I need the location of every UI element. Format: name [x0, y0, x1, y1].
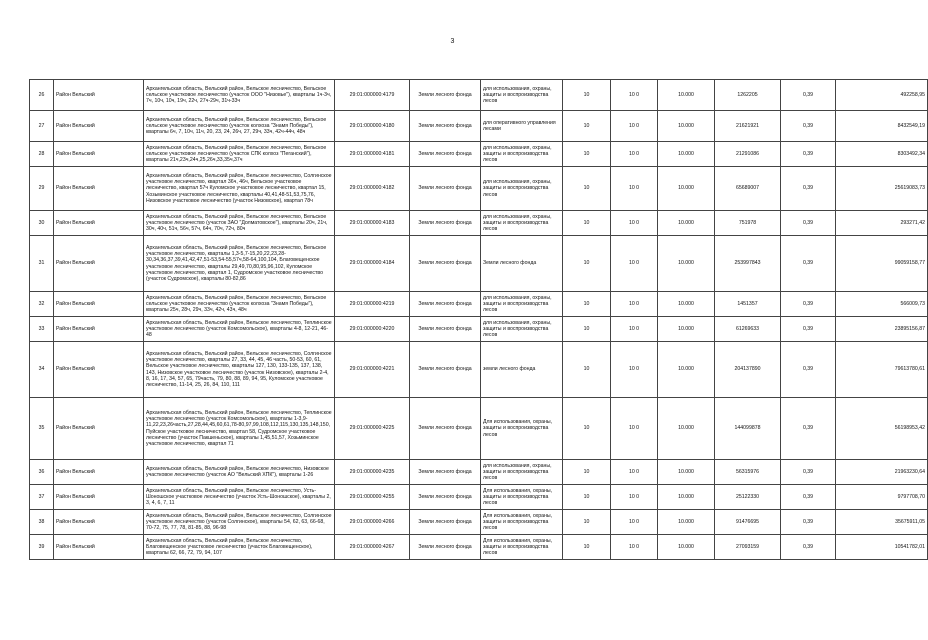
page-number: 3 — [450, 38, 455, 45]
cadastral-value: 25619083,73 — [836, 167, 928, 211]
value-cell: 10 — [563, 317, 611, 342]
table-row — [30, 111, 928, 142]
row-number: 31 — [30, 236, 54, 292]
area-value: 21621921 — [715, 111, 781, 142]
table-row — [30, 342, 928, 398]
land-category: Земли лесного фонда — [410, 111, 481, 142]
permitted-use: для использования, охраны, защиты и воспроизводства лесов — [481, 211, 563, 236]
area-value: 21291086 — [715, 142, 781, 167]
cadastral-number: 29:01:000000:4180 — [335, 111, 410, 142]
row-number: 29 — [30, 167, 54, 211]
row-number: 35 — [30, 398, 54, 460]
area-value: 56315976 — [715, 460, 781, 485]
table-row — [30, 535, 928, 560]
row-number: 38 — [30, 510, 54, 535]
value-cell: 10.000 — [658, 236, 715, 292]
tax-rate: 0,39 — [781, 398, 836, 460]
cadastral-number: 29:01:000000:4181 — [335, 142, 410, 167]
row-number: 39 — [30, 535, 54, 560]
land-category: Земли лесного фонда — [410, 236, 481, 292]
area-value: 1262205 — [715, 80, 781, 111]
value-cell: 10 — [563, 535, 611, 560]
land-category: Земли лесного фонда — [410, 142, 481, 167]
value-cell: 10 0 — [611, 211, 658, 236]
district-cell: Район Вельский — [54, 398, 144, 460]
table-row — [30, 211, 928, 236]
tax-rate: 0,39 — [781, 535, 836, 560]
row-number: 34 — [30, 342, 54, 398]
tax-rate: 0,39 — [781, 111, 836, 142]
permitted-use: для использования, охраны, защиты и воспроизводства лесов — [481, 292, 563, 317]
value-cell: 10 0 — [611, 317, 658, 342]
value-cell: 10 — [563, 398, 611, 460]
cadastral-number: 29:01:000000:4183 — [335, 211, 410, 236]
value-cell: 10.000 — [658, 485, 715, 510]
area-value: 91476695 — [715, 510, 781, 535]
cadastral-value: 35675911,05 — [836, 510, 928, 535]
cadastral-value: 8303492,34 — [836, 142, 928, 167]
location-description: Архангельская область, Вельский район, Вельское лесничество, Вельское сельское участковое лесничество (участок СПК колхоз "Пеганский"), кварталы 21ч,23ч,24ч,25,26ч,33,35ч,37ч — [144, 142, 335, 167]
value-cell: 10 0 — [611, 111, 658, 142]
value-cell: 10 — [563, 236, 611, 292]
area-value: 204137890 — [715, 342, 781, 398]
land-category: Земли лесного фонда — [410, 535, 481, 560]
value-cell: 10 — [563, 292, 611, 317]
location-description: Архангельская область, Вельский район, Вельское лесничество, Теплинское участковое лесничество (участок Комсомольское), кварталы 1-3,9-11,22,23,26часть,27,28,44,45,60,61,78-80,97,99,108,112,115,130,135,148,150, Пуйское участковое лесничество, квартал 58, Судромское участковое лесничество (участок Пакшеньское), кварталы 1,45,51,57, Хозьминское участковое лесничество, квартал 71 — [144, 398, 335, 460]
cadastral-number: 29:01:000000:4179 — [335, 80, 410, 111]
area-value: 751978 — [715, 211, 781, 236]
table-row — [30, 398, 928, 460]
location-description: Архангельская область, Вельский район, Вельское лесничество, Усть-Шоношское участковое лесничество (участок Усть-Шоношское), кварталы 2, 3, 4, 6, 7, 11 — [144, 485, 335, 510]
land-category: Земли лесного фонда — [410, 510, 481, 535]
district-cell: Район Вельский — [54, 211, 144, 236]
area-value: 253997843 — [715, 236, 781, 292]
area-value: 25122330 — [715, 485, 781, 510]
permitted-use: Для использования, охраны, защиты и воспроизводства лесов — [481, 535, 563, 560]
location-description: Архангельская область, Вельский район, Вельское лесничество, Вельское сельское участковое лесничество (участок колхоза "Знамя Победы"), кварталы 6ч, 7, 10ч, 11ч, 20, 23, 24, 26ч, 27, 29ч, 33ч, 42ч-44ч, 48ч — [144, 111, 335, 142]
tax-rate: 0,39 — [781, 317, 836, 342]
value-cell: 10 0 — [611, 535, 658, 560]
cadastral-value: 10541782,01 — [836, 535, 928, 560]
value-cell: 10.000 — [658, 292, 715, 317]
cadastral-number: 29:01:000000:4225 — [335, 398, 410, 460]
value-cell: 10 — [563, 510, 611, 535]
row-number: 30 — [30, 211, 54, 236]
permitted-use: для использования, охраны, защиты и воспроизводства лесов — [481, 167, 563, 211]
cadastral-value: 23895156,87 — [836, 317, 928, 342]
land-category: Земли лесного фонда — [410, 398, 481, 460]
table-row — [30, 80, 928, 111]
value-cell: 10 0 — [611, 398, 658, 460]
cadastral-number: 29:01:000000:4235 — [335, 460, 410, 485]
location-description: Архангельская область, Вельский район, Вельское лесничество, Благовещенское участковое лесничество (участок Благовещенское), кварталы 62, 66, 72, 79, 94, 107 — [144, 535, 335, 560]
district-cell: Район Вельский — [54, 317, 144, 342]
value-cell: 10 — [563, 460, 611, 485]
permitted-use: для использования, охраны, защиты и воспроизводства лесов — [481, 80, 563, 111]
value-cell: 10 0 — [611, 292, 658, 317]
location-description: Архангельская область, Вельский район, Вельское лесничество, Низовское участковое лесничество (участок АО "Вельский ХПК"), кварталы 1-26 — [144, 460, 335, 485]
value-cell: 10.000 — [658, 398, 715, 460]
value-cell: 10.000 — [658, 460, 715, 485]
tax-rate: 0,39 — [781, 510, 836, 535]
value-cell: 10 0 — [611, 460, 658, 485]
permitted-use: земли лесного фонда — [481, 342, 563, 398]
row-number: 28 — [30, 142, 54, 167]
tax-rate: 0,39 — [781, 211, 836, 236]
value-cell: 10 — [563, 80, 611, 111]
cadastral-value: 566009,73 — [836, 292, 928, 317]
district-cell: Район Вельский — [54, 460, 144, 485]
permitted-use: Земли лесного фонда — [481, 236, 563, 292]
table-row — [30, 142, 928, 167]
cadastral-number: 29:01:000000:4221 — [335, 342, 410, 398]
value-cell: 10 0 — [611, 342, 658, 398]
location-description: Архангельская область, Вельский район, Вельское лесничество, Теплинское участковое лесничество (участок Комсомольское), кварталы 4-8, 12-21, 46-48 — [144, 317, 335, 342]
table-row — [30, 167, 928, 211]
cadastral-value: 79613780,61 — [836, 342, 928, 398]
row-number: 33 — [30, 317, 54, 342]
area-value: 61269633 — [715, 317, 781, 342]
value-cell: 10 — [563, 142, 611, 167]
cadastral-value: 21963230,64 — [836, 460, 928, 485]
tax-rate: 0,39 — [781, 167, 836, 211]
value-cell: 10.000 — [658, 211, 715, 236]
permitted-use: Для использования, охраны, защиты и воспроизводства лесов — [481, 510, 563, 535]
cadastral-registry-table — [29, 79, 928, 560]
land-category: Земли лесного фонда — [410, 80, 481, 111]
cadastral-value: 8432549,19 — [836, 111, 928, 142]
value-cell: 10.000 — [658, 535, 715, 560]
cadastral-number: 29:01:000000:4220 — [335, 317, 410, 342]
tax-rate: 0,39 — [781, 342, 836, 398]
value-cell: 10 0 — [611, 142, 658, 167]
table-row — [30, 510, 928, 535]
cadastral-number: 29:01:000000:4182 — [335, 167, 410, 211]
permitted-use: для оперативного управления лесами — [481, 111, 563, 142]
district-cell: Район Вельский — [54, 236, 144, 292]
cadastral-number: 29:01:000000:4219 — [335, 292, 410, 317]
location-description: Архангельская область, Вельский район, Вельское лесничество, Вельское участковое лесничество (участок ЗАО "Долматовское"), кварталы 20ч, 21ч, 30ч, 40ч, 51ч, 56ч, 57ч, 64ч, 70ч, 72ч, 80ч — [144, 211, 335, 236]
value-cell: 10.000 — [658, 111, 715, 142]
permitted-use: для использования, охраны, защиты и воспроизводства лесов — [481, 142, 563, 167]
value-cell: 10 — [563, 485, 611, 510]
table-row — [30, 236, 928, 292]
location-description: Архангельская область, Вельский район, Вельское лесничество, Вельское сельское участковое лесничество (участок ООО "Низовье"), кварталы 1ч-3ч, 7ч, 10ч, 10ч, 19ч, 22ч, 27ч-29ч, 31ч-33ч — [144, 80, 335, 111]
location-description: Архангельская область, Вельский район, Вельское лесничество, Солгинское участковое лесничество, квартал 36ч, 46ч, Вельское участковое лесничество, квартал 57ч Куломское участковое лесничество, квартал 15, Хозьминское участковое лесничество, кварталы 40,41,48-51,53,75,76, Низовское участковое лесничество (участок Низовское), квартал 78ч — [144, 167, 335, 211]
land-category: Земли лесного фонда — [410, 460, 481, 485]
row-number: 36 — [30, 460, 54, 485]
permitted-use: для использования, охраны, защиты и воспроизводства лесов — [481, 317, 563, 342]
value-cell: 10 — [563, 111, 611, 142]
district-cell: Район Вельский — [54, 510, 144, 535]
cadastral-value: 99059158,77 — [836, 236, 928, 292]
permitted-use: Для использования, охраны, защиты и воспроизводства лесов — [481, 485, 563, 510]
value-cell: 10.000 — [658, 80, 715, 111]
cadastral-value: 293271,42 — [836, 211, 928, 236]
value-cell: 10 0 — [611, 167, 658, 211]
tax-rate: 0,39 — [781, 292, 836, 317]
value-cell: 10.000 — [658, 510, 715, 535]
land-category: Земли лесного фонда — [410, 485, 481, 510]
cadastral-number: 29:01:000000:4266 — [335, 510, 410, 535]
district-cell: Район Вельский — [54, 80, 144, 111]
district-cell: Район Вельский — [54, 167, 144, 211]
table-row — [30, 317, 928, 342]
row-number: 26 — [30, 80, 54, 111]
table-row — [30, 460, 928, 485]
district-cell: Район Вельский — [54, 292, 144, 317]
value-cell: 10 — [563, 167, 611, 211]
table-row — [30, 485, 928, 510]
value-cell: 10 0 — [611, 510, 658, 535]
tax-rate: 0,39 — [781, 80, 836, 111]
cadastral-number: 29:01:000000:4255 — [335, 485, 410, 510]
row-number: 32 — [30, 292, 54, 317]
cadastral-number: 29:01:000000:4267 — [335, 535, 410, 560]
tax-rate: 0,39 — [781, 485, 836, 510]
cadastral-value: 492258,95 — [836, 80, 928, 111]
district-cell: Район Вельский — [54, 342, 144, 398]
value-cell: 10.000 — [658, 342, 715, 398]
area-value: 144099878 — [715, 398, 781, 460]
land-category: Земли лесного фонда — [410, 292, 481, 317]
value-cell: 10.000 — [658, 142, 715, 167]
cadastral-number: 29:01:000000:4184 — [335, 236, 410, 292]
tax-rate: 0,39 — [781, 142, 836, 167]
table-row — [30, 292, 928, 317]
value-cell: 10.000 — [658, 317, 715, 342]
land-category: Земли лесного фонда — [410, 342, 481, 398]
cadastral-value: 56198953,42 — [836, 398, 928, 460]
tax-rate: 0,39 — [781, 460, 836, 485]
permitted-use: Для использования, охраны, защиты и воспроизводства лесов — [481, 398, 563, 460]
district-cell: Район Вельский — [54, 485, 144, 510]
location-description: Архангельская область, Вельский район, Вельское лесничество, Солгинское участковое лесничество (участок Солгинское), кварталы 54, 62, 63, 66-68, 70-72, 75, 77, 78, 81-85, 88, 96-98 — [144, 510, 335, 535]
area-value: 1451357 — [715, 292, 781, 317]
location-description: Архангельская область, Вельский район, Вельское лесничество, Вельское участковое лесничество, кварталы 1,3-5,7-15,20,22,23,28-30,34,36,37,39,41,42,47,51-53,54-55,57ч,58-64,100,104, Благовещенское участковое лесничество, кварталы 29,49,70,80,95,96,102, Куломское участковое лесничество, квартал 1, Судромское участковое лесничество (участок Судромское), кварталы 80-82,86 — [144, 236, 335, 292]
value-cell: 10 — [563, 211, 611, 236]
area-value: 27093159 — [715, 535, 781, 560]
district-cell: Район Вельский — [54, 535, 144, 560]
land-category: Земли лесного фонда — [410, 317, 481, 342]
permitted-use: для использования, охраны, защиты и воспроизводства лесов — [481, 460, 563, 485]
value-cell: 10 0 — [611, 236, 658, 292]
district-cell: Район Вельский — [54, 111, 144, 142]
row-number: 27 — [30, 111, 54, 142]
location-description: Архангельская область, Вельский район, Вельское лесничество, Вельское сельское участковое лесничество (участок колхоза "Знамя Победы"), кварталы 25ч, 28ч, 29ч, 33ч, 42ч, 43ч, 48ч — [144, 292, 335, 317]
value-cell: 10 0 — [611, 80, 658, 111]
land-category: Земли лесного фонда — [410, 167, 481, 211]
location-description: Архангельская область, Вельский район, Вельское лесничество, Солгинское участковое лесничество, кварталы 27, 33, 44, 45, 46 часть, 50-53, 60, 61, Вельское участковое лесничество, кварталы 127, 130, 133-135, 137, 138, 143, Низовское участковое лесничество (участок Низовское), кварталы 2-4, 8, 16, 17, 34, 57, 65, 79часть, 79, 80, 88, 89, 94, 95, Куломское участковое лесничество, 11-14, 25, 26, 84, 110, 111 — [144, 342, 335, 398]
tax-rate: 0,39 — [781, 236, 836, 292]
land-category: Земли лесного фонда — [410, 211, 481, 236]
row-number: 37 — [30, 485, 54, 510]
cadastral-value: 9797708,70 — [836, 485, 928, 510]
area-value: 65689007 — [715, 167, 781, 211]
value-cell: 10.000 — [658, 167, 715, 211]
value-cell: 10 0 — [611, 485, 658, 510]
value-cell: 10 — [563, 342, 611, 398]
district-cell: Район Вельский — [54, 142, 144, 167]
